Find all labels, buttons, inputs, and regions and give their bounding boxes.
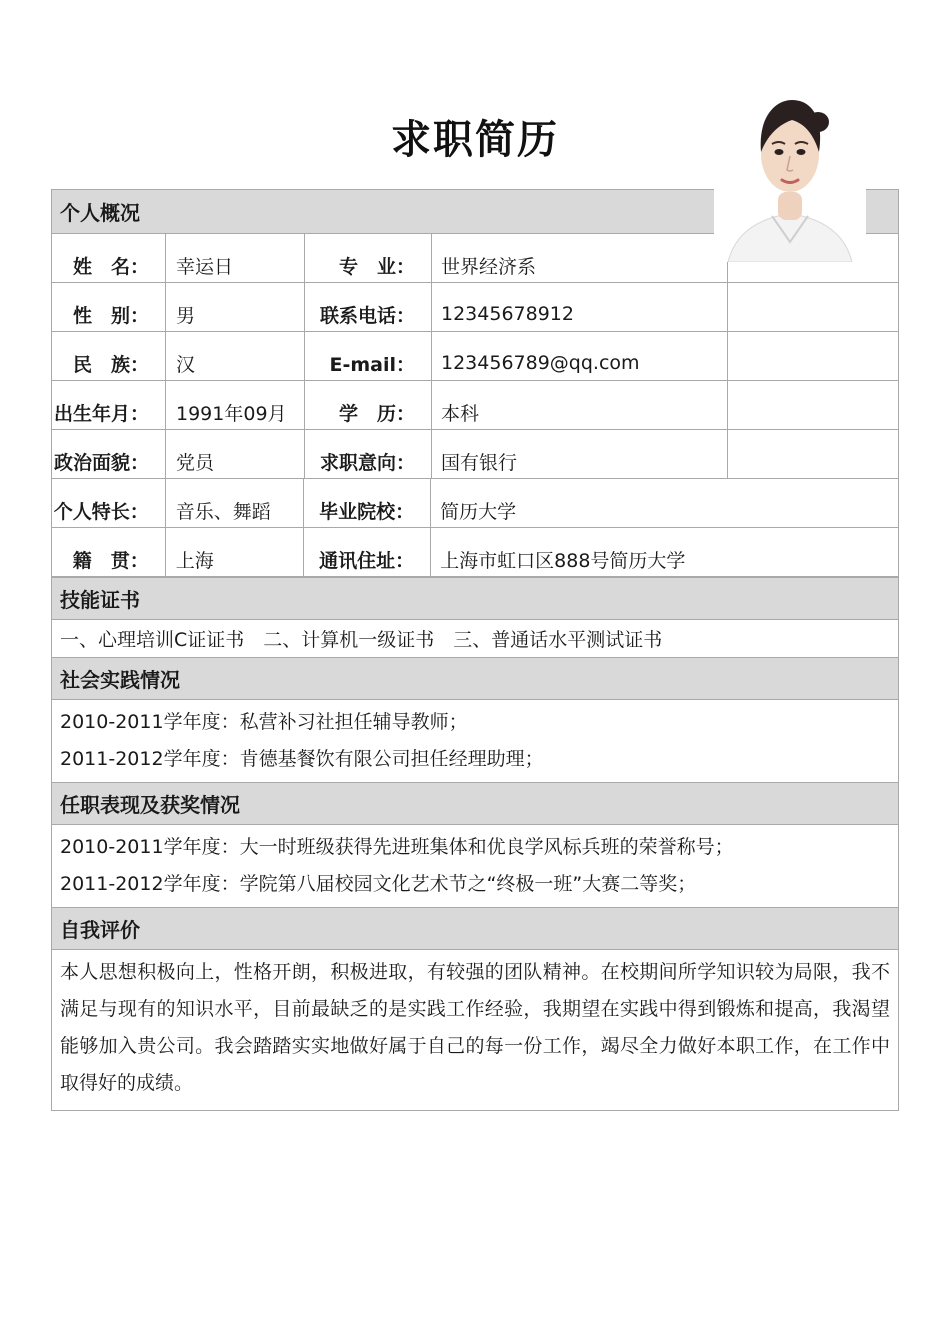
- origin-label: 籍 贯：: [52, 528, 166, 576]
- traits-value: 音乐、舞蹈: [166, 479, 305, 527]
- name-label: 姓 名：: [52, 234, 166, 282]
- school-value: 简历大学: [440, 500, 517, 523]
- resume-table: [51, 189, 899, 1111]
- section-header-profile: 个人概况: [52, 190, 898, 234]
- list-item: 2011-2012学年度：学院第八届校园文化艺术节之“终极一班”大赛二等奖；: [60, 873, 697, 895]
- intent-value: 国有银行: [432, 430, 728, 478]
- section-header-practice: 社会实践情况: [52, 657, 898, 700]
- address-value: 上海市虹口区888号简历大学: [440, 549, 686, 572]
- skills-text: 一、心理培训C证证书 二、计算机一级证书 三、普通话水平测试证书: [60, 629, 663, 651]
- email-label: E-mail：: [305, 332, 432, 380]
- birth-label: 出生年月：: [52, 381, 166, 429]
- name-value: 幸运日: [166, 234, 305, 282]
- major-label: 专 业：: [305, 234, 432, 282]
- list-item: 2011-2012学年度：肯德基餐饮有限公司担任经理助理；: [60, 748, 544, 770]
- intent-label: 求职意向：: [305, 430, 432, 478]
- politics-value: 党员: [166, 430, 305, 478]
- photo-cell: [728, 234, 898, 478]
- section-header-awards: 任职表现及获奖情况: [52, 782, 898, 825]
- traits-label: 个人特长：: [52, 479, 166, 527]
- page-title: 求职简历: [391, 117, 559, 163]
- list-item: 2010-2011学年度：私营补习社担任辅导教师；: [60, 711, 468, 733]
- gender-value: 男: [166, 283, 305, 331]
- portrait-photo-icon: [714, 92, 866, 262]
- profile-row: [52, 528, 898, 577]
- education-value: 本科: [432, 381, 728, 429]
- profile-row: [52, 479, 898, 528]
- awards-list: [52, 825, 898, 907]
- birth-value: 1991年09月: [166, 381, 305, 429]
- list-item: 2010-2011学年度：大一时班级获得先进班集体和优良学风标兵班的荣誉称号；: [60, 836, 734, 858]
- origin-value: 上海: [166, 528, 305, 576]
- ethnicity-label: 民 族：: [52, 332, 166, 380]
- phone-value: 12345678912: [432, 283, 728, 331]
- address-label: 通讯住址：: [304, 528, 431, 576]
- gender-label: 性 别：: [52, 283, 166, 331]
- politics-label: 政治面貌：: [52, 430, 166, 478]
- profile-grid: [52, 234, 898, 577]
- section-header-self-evaluation: 自我评价: [52, 907, 898, 950]
- practice-list: [52, 700, 898, 782]
- phone-label: 联系电话：: [305, 283, 432, 331]
- self-evaluation-text: 本人思想积极向上，性格开朗，积极进取，有较强的团队精神。在校期间所学知识较为局限，我不满足与现有的知识水平，目前最缺乏的是实践工作经验，我期望在实践中得到锻炼和提高，我渴望能够加入贵公司。我会踏踏实实地做好属于自己的每一份工作，竭尽全力做好本职工作，在工作中取得好的成绩。: [60, 961, 890, 1094]
- section-header-skills: 技能证书: [52, 577, 898, 620]
- email-value: 123456789@qq.com: [432, 332, 728, 380]
- education-label: 学 历：: [305, 381, 432, 429]
- ethnicity-value: 汉: [166, 332, 305, 380]
- major-value: 世界经济系: [432, 234, 728, 282]
- school-label: 毕业院校：: [304, 479, 431, 527]
